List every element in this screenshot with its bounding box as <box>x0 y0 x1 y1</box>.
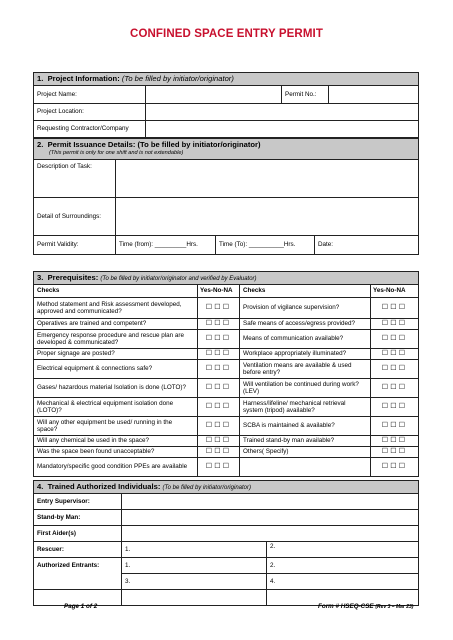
yes-no-na-checkboxes[interactable]: ☐☐☐ <box>198 447 240 458</box>
description-label: Description of Task: <box>34 160 116 198</box>
yes-no-na-checkboxes[interactable]: ☐☐☐ <box>371 330 419 349</box>
check-item: Gases/ hazardous material Isolation is done (LOTO)? <box>34 379 198 398</box>
yes-no-na-checkboxes[interactable]: ☐☐☐ <box>371 447 419 458</box>
check-item: SCBA is maintained & available? <box>240 417 371 436</box>
yes-no-na-checkboxes[interactable]: ☐☐☐ <box>198 319 240 330</box>
surroundings-field[interactable] <box>116 198 419 236</box>
section-2-note: (This permit is only for one shift and is not extendable) <box>49 150 184 157</box>
permit-no-field[interactable] <box>329 86 419 104</box>
project-location-label: Project Location: <box>34 104 146 121</box>
section-3-note: (To be filled by initiator/originator and verified by Evaluator) <box>100 275 257 282</box>
project-location-field[interactable] <box>146 104 419 121</box>
blank-cell[interactable] <box>122 590 267 606</box>
entrant-field-1[interactable]: 1. <box>122 558 267 574</box>
time-to-field[interactable]: Time (To): __________Hrs. <box>216 236 315 255</box>
check-item: Electrical equipment & connections safe? <box>34 360 198 379</box>
description-field[interactable] <box>116 160 419 198</box>
table-row <box>34 330 419 349</box>
yes-no-na-checkboxes[interactable]: ☐☐☐ <box>198 417 240 436</box>
date-field[interactable]: Date: <box>315 236 419 255</box>
rescuer-field-1[interactable]: 1. <box>122 542 267 558</box>
section-4-header: 4. Trained Authorized Individuals: (To be filled by initiator/originator) <box>34 481 419 494</box>
table-row <box>34 319 419 330</box>
table-row <box>34 360 419 379</box>
section-1-header: 1. Project Information: (To be filled by initiator/originator) <box>34 73 419 86</box>
check-item: Method statement and Risk assessment developed, approved and communicated? <box>34 298 198 319</box>
form-revision: (Rev 3 – Mar 23) <box>375 604 414 610</box>
yes-no-na-column-header: Yes-No-NA <box>198 285 240 298</box>
check-item: Mandatory/specific good condition PPEs are available <box>34 458 198 477</box>
check-item: Ventilation means are available & used before entry? <box>240 360 371 379</box>
table-row <box>34 379 419 398</box>
yes-no-na-checkboxes[interactable]: ☐☐☐ <box>371 398 419 417</box>
yes-no-na-checkboxes[interactable]: ☐☐☐ <box>371 360 419 379</box>
yes-no-na-checkboxes[interactable]: ☐☐☐ <box>198 298 240 319</box>
authorized-individuals-table <box>33 480 419 606</box>
page-title: CONFINED SPACE ENTRY PERMIT <box>130 28 323 40</box>
yes-no-na-checkboxes[interactable]: ☐☐☐ <box>371 319 419 330</box>
check-item: Proper signage are posted? <box>34 349 198 360</box>
authorized-entrants-label: Authorized Entrants: <box>34 558 122 590</box>
check-item: Will any chemical be used in the space? <box>34 436 198 447</box>
table-row <box>34 436 419 447</box>
entry-supervisor-field[interactable] <box>122 494 419 510</box>
section-3-header: 3. Prerequisites: (To be filled by initiator/originator and verified by Evaluator) <box>34 272 419 285</box>
yes-no-na-checkboxes[interactable]: ☐☐☐ <box>198 360 240 379</box>
section-2-header: 2. Permit Issuance Details: (To be filled by initiator/originator) (This permit is only for one shift and is not extendable) <box>34 139 419 160</box>
page-number: Page 1 of 2 <box>64 603 98 610</box>
check-item: Workplace appropriately illuminated? <box>240 349 371 360</box>
check-item: Others( Specify) <box>240 447 371 458</box>
table-row <box>34 398 419 417</box>
yes-no-na-checkboxes[interactable]: ☐☐☐ <box>198 349 240 360</box>
checks-column-header: Checks <box>34 285 198 298</box>
requesting-contractor-label: Requesting Contractor/Company <box>34 121 146 138</box>
form-number: Form # HSEQ-CSE (Rev 3 – Mar 23) <box>318 603 414 610</box>
yes-no-na-checkboxes[interactable]: ☐☐☐ <box>198 379 240 398</box>
check-item: Harness/lifeline/ mechanical retrieval system (tripod) available? <box>240 398 371 417</box>
entrant-field-2[interactable]: 2. <box>267 558 419 574</box>
surroundings-label: Detail of Surroundings: <box>34 198 116 236</box>
yes-no-na-checkboxes[interactable]: ☐☐☐ <box>371 436 419 447</box>
checks-column-header: Checks <box>240 285 371 298</box>
check-item: Will any other equipment be used/ running in the space? <box>34 417 198 436</box>
entrant-field-4[interactable]: 4. <box>267 574 419 590</box>
table-row <box>34 298 419 319</box>
standby-man-field[interactable] <box>122 510 419 526</box>
prerequisites-table <box>33 271 419 477</box>
check-item: Provision of vigilance supervision? <box>240 298 371 319</box>
requesting-contractor-field[interactable] <box>146 121 419 138</box>
first-aider-field[interactable] <box>122 526 419 542</box>
rescuer-field-2[interactable]: 2. <box>267 542 419 558</box>
time-from-field[interactable]: Time (from): _________Hrs. <box>116 236 216 255</box>
yes-no-na-checkboxes[interactable]: ☐☐☐ <box>371 458 419 477</box>
check-item: Means of communication available? <box>240 330 371 349</box>
yes-no-na-checkboxes[interactable]: ☐☐☐ <box>371 417 419 436</box>
yes-no-na-checkboxes[interactable]: ☐☐☐ <box>198 436 240 447</box>
check-item: Mechanical & electrical equipment isolation done (LOTO)? <box>34 398 198 417</box>
yes-no-na-checkboxes[interactable]: ☐☐☐ <box>198 330 240 349</box>
yes-no-na-checkboxes[interactable]: ☐☐☐ <box>371 298 419 319</box>
yes-no-na-checkboxes[interactable]: ☐☐☐ <box>198 458 240 477</box>
standby-man-label: Stand-by Man: <box>34 510 122 526</box>
table-row <box>34 417 419 436</box>
entry-supervisor-label: Entry Supervisor: <box>34 494 122 510</box>
yes-no-na-column-header: Yes-No-NA <box>371 285 419 298</box>
project-name-label: Project Name: <box>34 86 146 104</box>
project-information-table <box>33 72 419 138</box>
first-aider-label: First Aider(s) <box>34 526 122 542</box>
table-row <box>34 349 419 360</box>
project-name-field[interactable] <box>146 86 282 104</box>
yes-no-na-checkboxes[interactable]: ☐☐☐ <box>371 379 419 398</box>
entrant-field-3[interactable]: 3. <box>122 574 267 590</box>
check-item: Operatives are trained and competent? <box>34 319 198 330</box>
check-item: Trained stand-by man available? <box>240 436 371 447</box>
check-item: Emergency response procedure and rescue plan are developed & communicated? <box>34 330 198 349</box>
rescuer-label: Rescuer: <box>34 542 122 558</box>
section-4-note: (To be filled by initiator/originator) <box>162 484 251 491</box>
section-1-note: (To be filled by initiator/originator) <box>121 73 234 83</box>
table-row <box>34 458 419 477</box>
table-row <box>34 447 419 458</box>
yes-no-na-checkboxes[interactable]: ☐☐☐ <box>371 349 419 360</box>
permit-issuance-table <box>33 138 419 255</box>
yes-no-na-checkboxes[interactable]: ☐☐☐ <box>198 398 240 417</box>
validity-label: Permit Validity: <box>34 236 116 255</box>
check-item <box>240 458 371 477</box>
check-item: Was the space been found unacceptable? <box>34 447 198 458</box>
permit-no-label: Permit No.: <box>282 86 329 104</box>
check-item: Will ventilation be continued during work? (LEV) <box>240 379 371 398</box>
check-item: Safe means of access/egress provided? <box>240 319 371 330</box>
